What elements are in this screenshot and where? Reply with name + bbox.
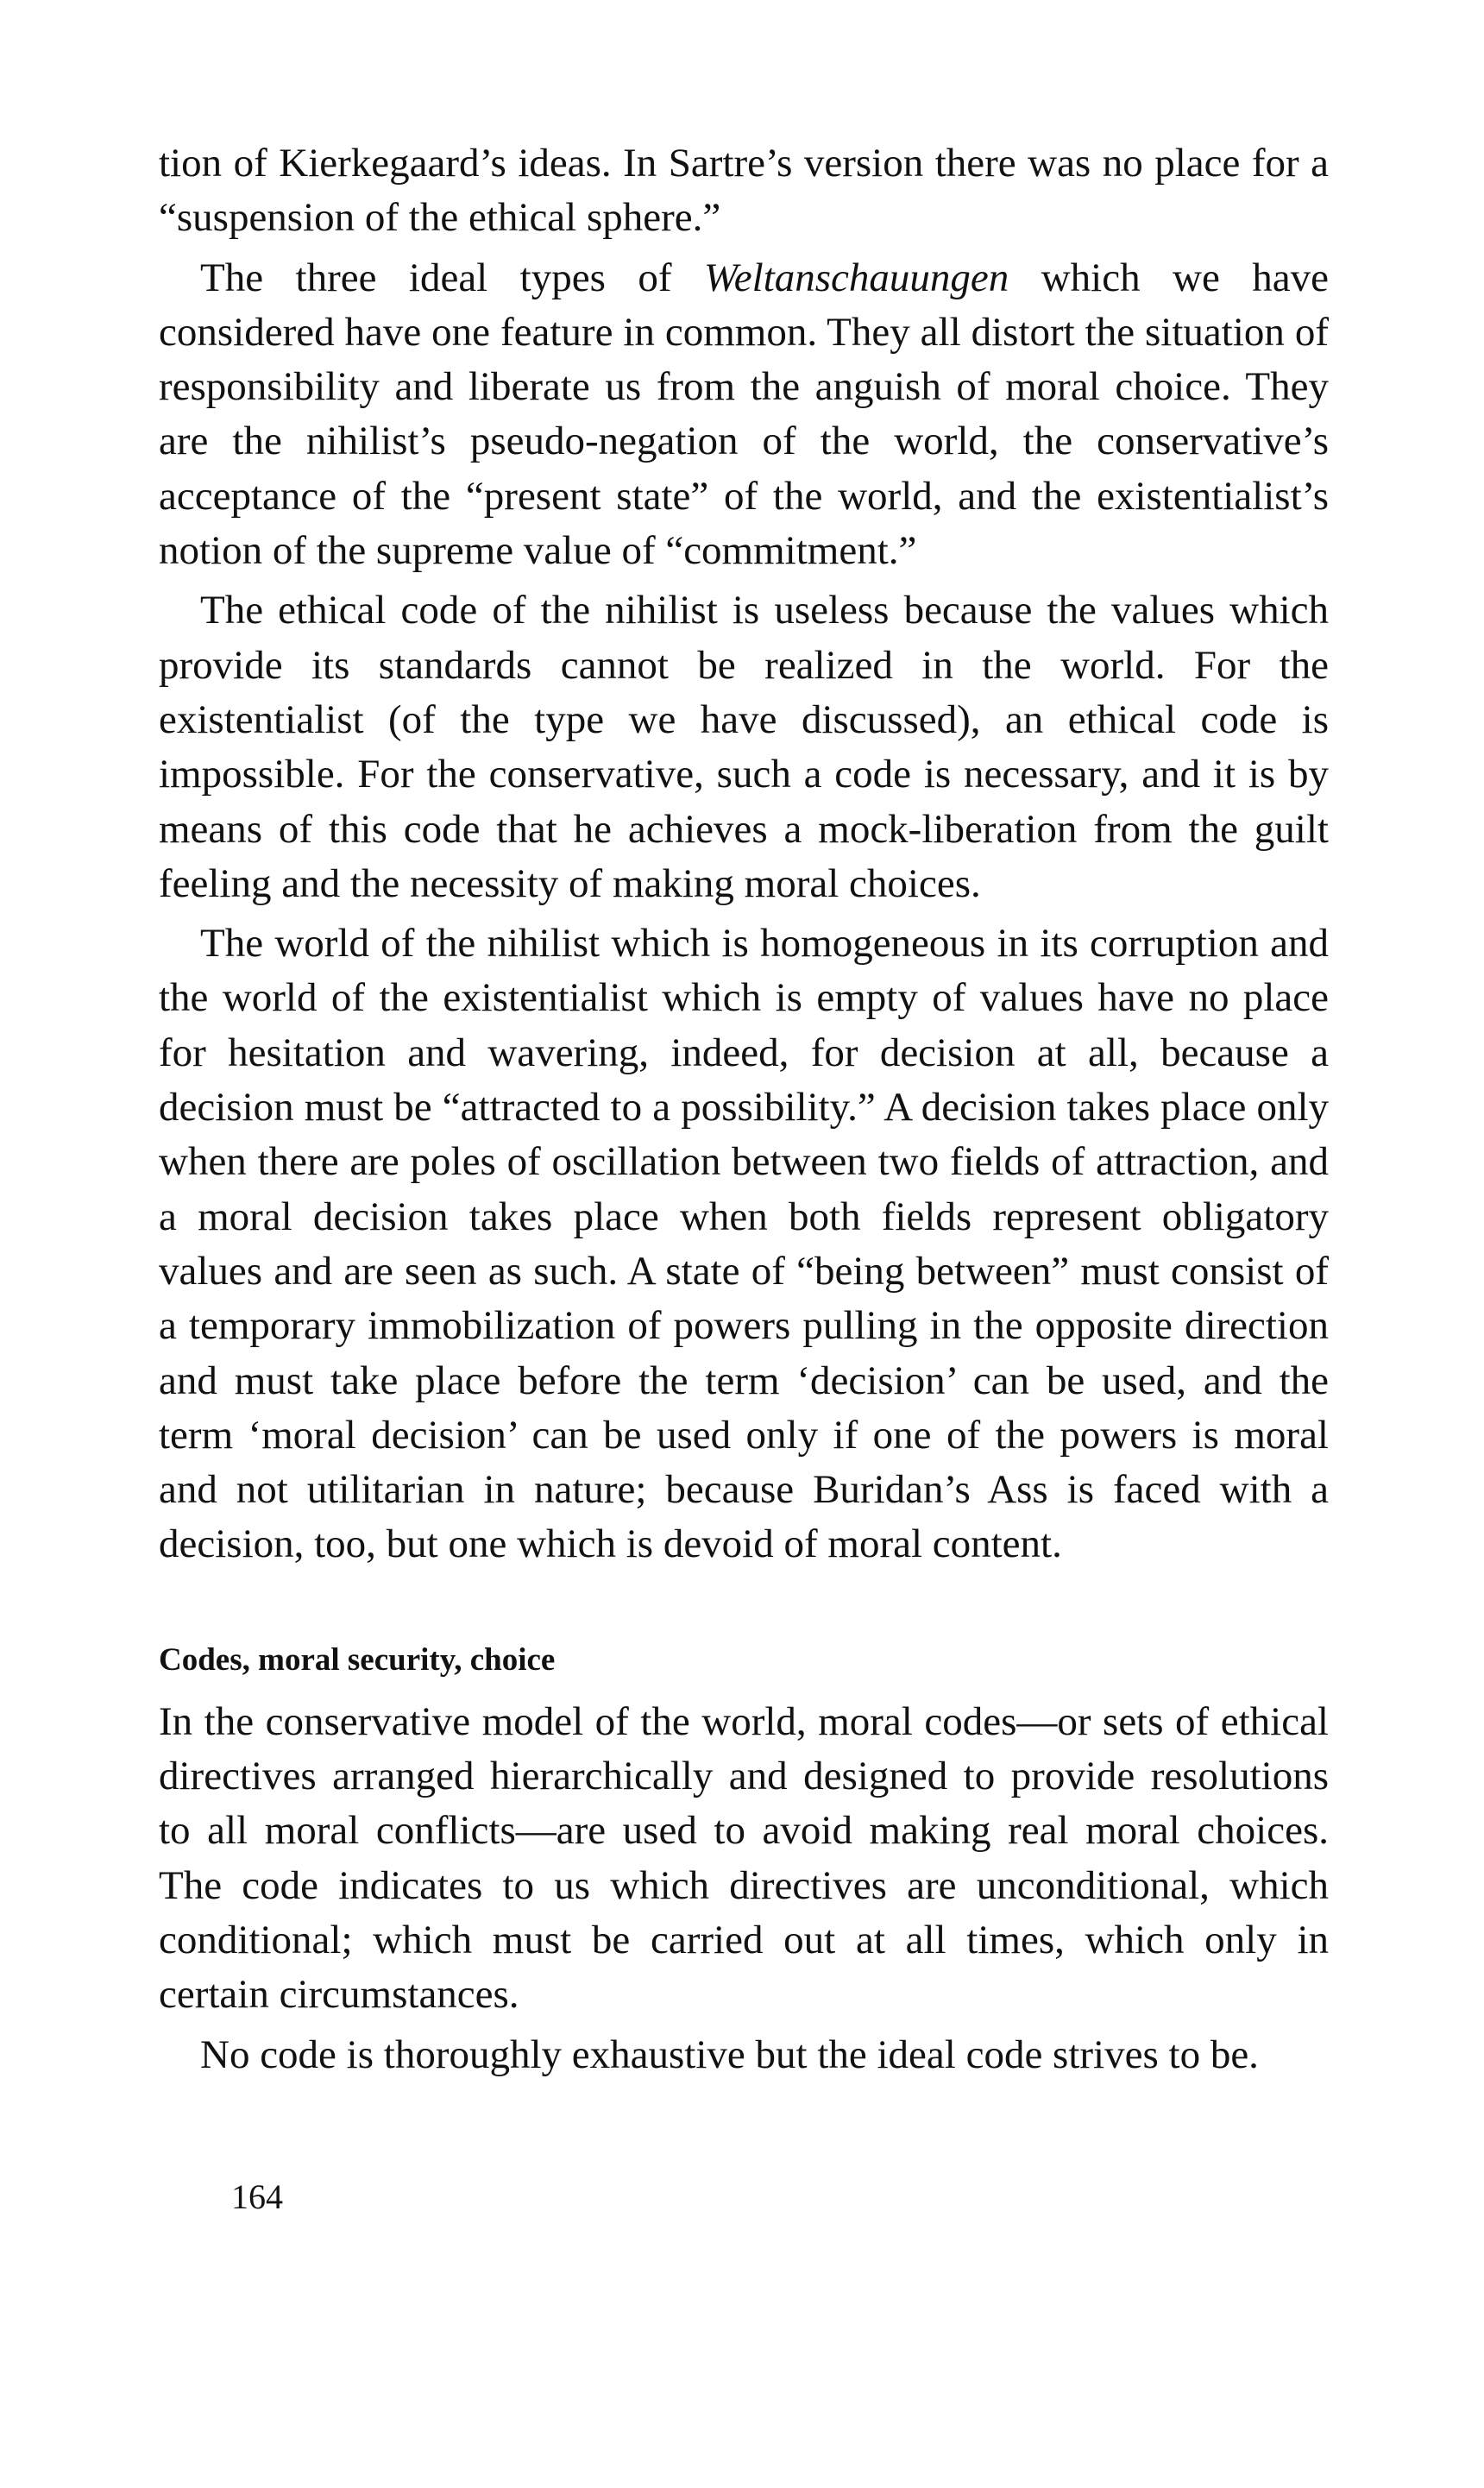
paragraph-conservative-model bbox=[159, 1695, 1329, 2023]
paragraph-text: In the conservative model of the world, moral codes—or sets of ethical directives arranged hierarchically and designed to provide resolutions to all moral conflicts—are used to avoid making real moral choices. The code indicates to us which directives are unconditional, which conditional; which must be carried out at all times, which only in certain circumstances. bbox=[159, 1698, 1329, 2018]
paragraph-text: The ethical code of the nihilist is useless because the values which provide its standards cannot be realized in the world. For the existentialist (of the type we have discussed), an ethical code is impossible. For the conservative, such a code is necessary, and it is by means of this code that he achieves a mock-liberation from the guilt feeling and the necessity of making moral choices. bbox=[159, 588, 1329, 906]
section-heading: Codes, moral security, choice bbox=[159, 1641, 556, 1678]
paragraph-text: No code is thoroughly exhaustive but the ideal code strives to be. bbox=[200, 2031, 1259, 2077]
page-number: 164 bbox=[231, 2177, 283, 2216]
paragraph-no-code bbox=[159, 2028, 1329, 2082]
paragraph-world-of-nihilist bbox=[159, 916, 1329, 1572]
paragraph-text: The three ideal types of bbox=[200, 255, 704, 300]
paragraph-text: which we have considered have one feature in common. They all distort the situation of responsibility and liberate us from the anguish of moral choice. They are the nihilist’s pseudo-negation of the world, the conservative’s acceptance of the “present state” of the world, and the existentialist’s notion of the supreme value of “commitment.” bbox=[159, 255, 1329, 574]
paragraph-continuation bbox=[159, 136, 1329, 246]
italic-term: Weltanschauungen bbox=[703, 255, 1009, 300]
paragraph-text: The world of the nihilist which is homogeneous in its corruption and the world of the existentialist which is empty of values have no place for hesitation and wavering, indeed, for decision at all, because a decision must be “attracted to a possibility.” A decision takes place only when there are poles of oscillation between two fields of attraction, and a moral decision takes place when both fields represent obligatory values and are seen as such. A state of “being between” must consist of a temporary immobilization of powers pulling in the opposite direction and must take place before the term ‘decision’ can be used, and the term ‘moral decision’ can be used only if one of the powers is moral and not utilitarian in nature; because Buridan’s Ass is faced with a decision, too, but one which is devoid of moral content. bbox=[159, 921, 1329, 1567]
book-page bbox=[159, 136, 1329, 2082]
paragraph-weltanschauungen bbox=[159, 251, 1329, 579]
paragraph-text: tion of Kierkegaard’s ideas. In Sartre’s version there was no place for a “suspension of the ethical sphere.” bbox=[159, 141, 1329, 241]
paragraph-ethical-code bbox=[159, 583, 1329, 911]
